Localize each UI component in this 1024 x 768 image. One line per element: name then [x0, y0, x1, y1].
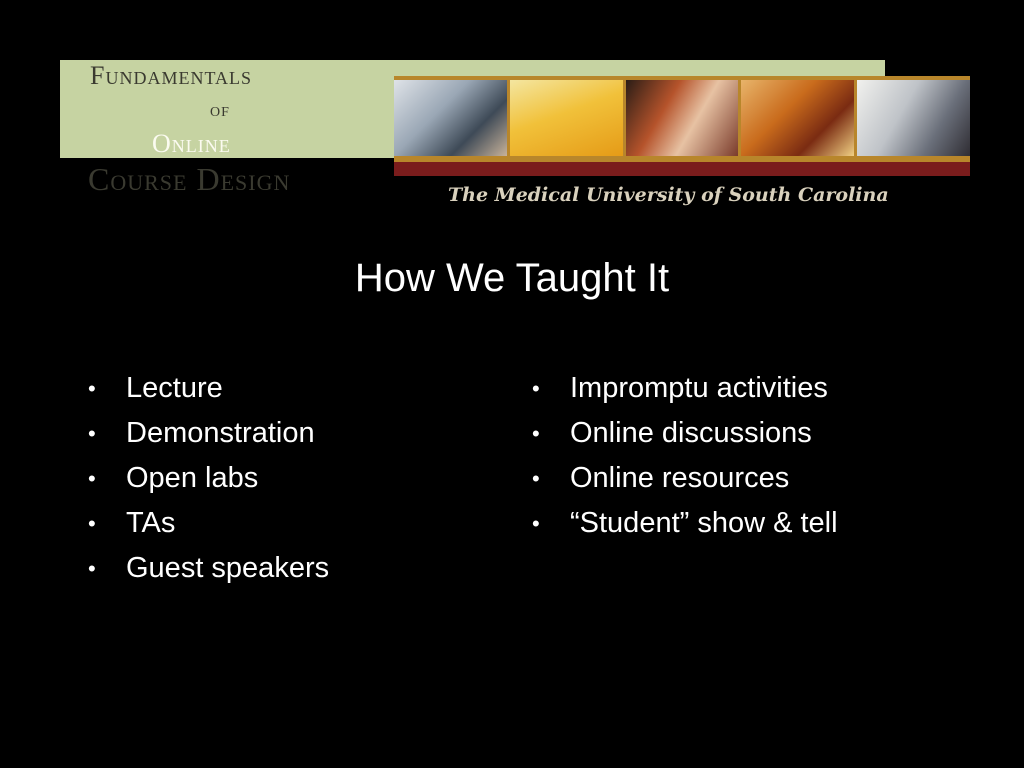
bullet-text: Online resources	[570, 462, 790, 494]
bullet-dot: •	[88, 421, 96, 446]
list-item	[532, 411, 838, 456]
photo-yellow-abstract	[510, 80, 623, 156]
banner-title-line-4: Course Design	[88, 161, 291, 197]
bullet-list-left	[88, 366, 329, 591]
bullet-text: “Student” show & tell	[570, 507, 838, 539]
bullet-dot: •	[88, 376, 96, 401]
list-item	[88, 456, 329, 501]
banner-photo-strip	[394, 76, 970, 176]
banner-tagline: The Medical University of South Carolina	[448, 184, 889, 206]
bullet-dot: •	[88, 511, 96, 536]
bullet-text: Lecture	[126, 372, 223, 404]
slide-title: How We Taught It	[354, 256, 670, 300]
list-item	[88, 501, 329, 546]
list-item	[532, 456, 838, 501]
bullet-dot: •	[532, 376, 540, 401]
bullet-dot: •	[88, 466, 96, 491]
photo-student-computer	[394, 80, 507, 156]
bullet-dot: •	[88, 556, 96, 581]
course-banner	[60, 60, 970, 220]
photo-mosaic-pattern	[741, 80, 854, 156]
photo-two-women	[626, 80, 739, 156]
banner-title-line-3: Online	[152, 129, 231, 158]
bullet-text: Guest speakers	[126, 552, 330, 584]
banner-title-line-1: Fundamentals	[90, 61, 253, 90]
bullet-text: Demonstration	[126, 417, 315, 449]
bullet-dot: •	[532, 511, 540, 536]
bullet-dot: •	[532, 421, 540, 446]
bullet-text: Online discussions	[570, 417, 812, 449]
banner-course-title	[88, 60, 418, 205]
bullet-text: Open labs	[126, 462, 259, 494]
banner-title-line-2: of	[210, 99, 230, 121]
bullet-list-right	[532, 366, 838, 546]
bullet-dot: •	[532, 466, 540, 491]
photo-group-meeting	[857, 80, 970, 156]
list-item	[88, 546, 329, 591]
list-item	[88, 366, 329, 411]
list-item	[532, 501, 838, 546]
bullet-text: Impromptu activities	[570, 372, 828, 404]
list-item	[88, 411, 329, 456]
bullet-text: TAs	[126, 507, 176, 539]
list-item	[532, 366, 838, 411]
